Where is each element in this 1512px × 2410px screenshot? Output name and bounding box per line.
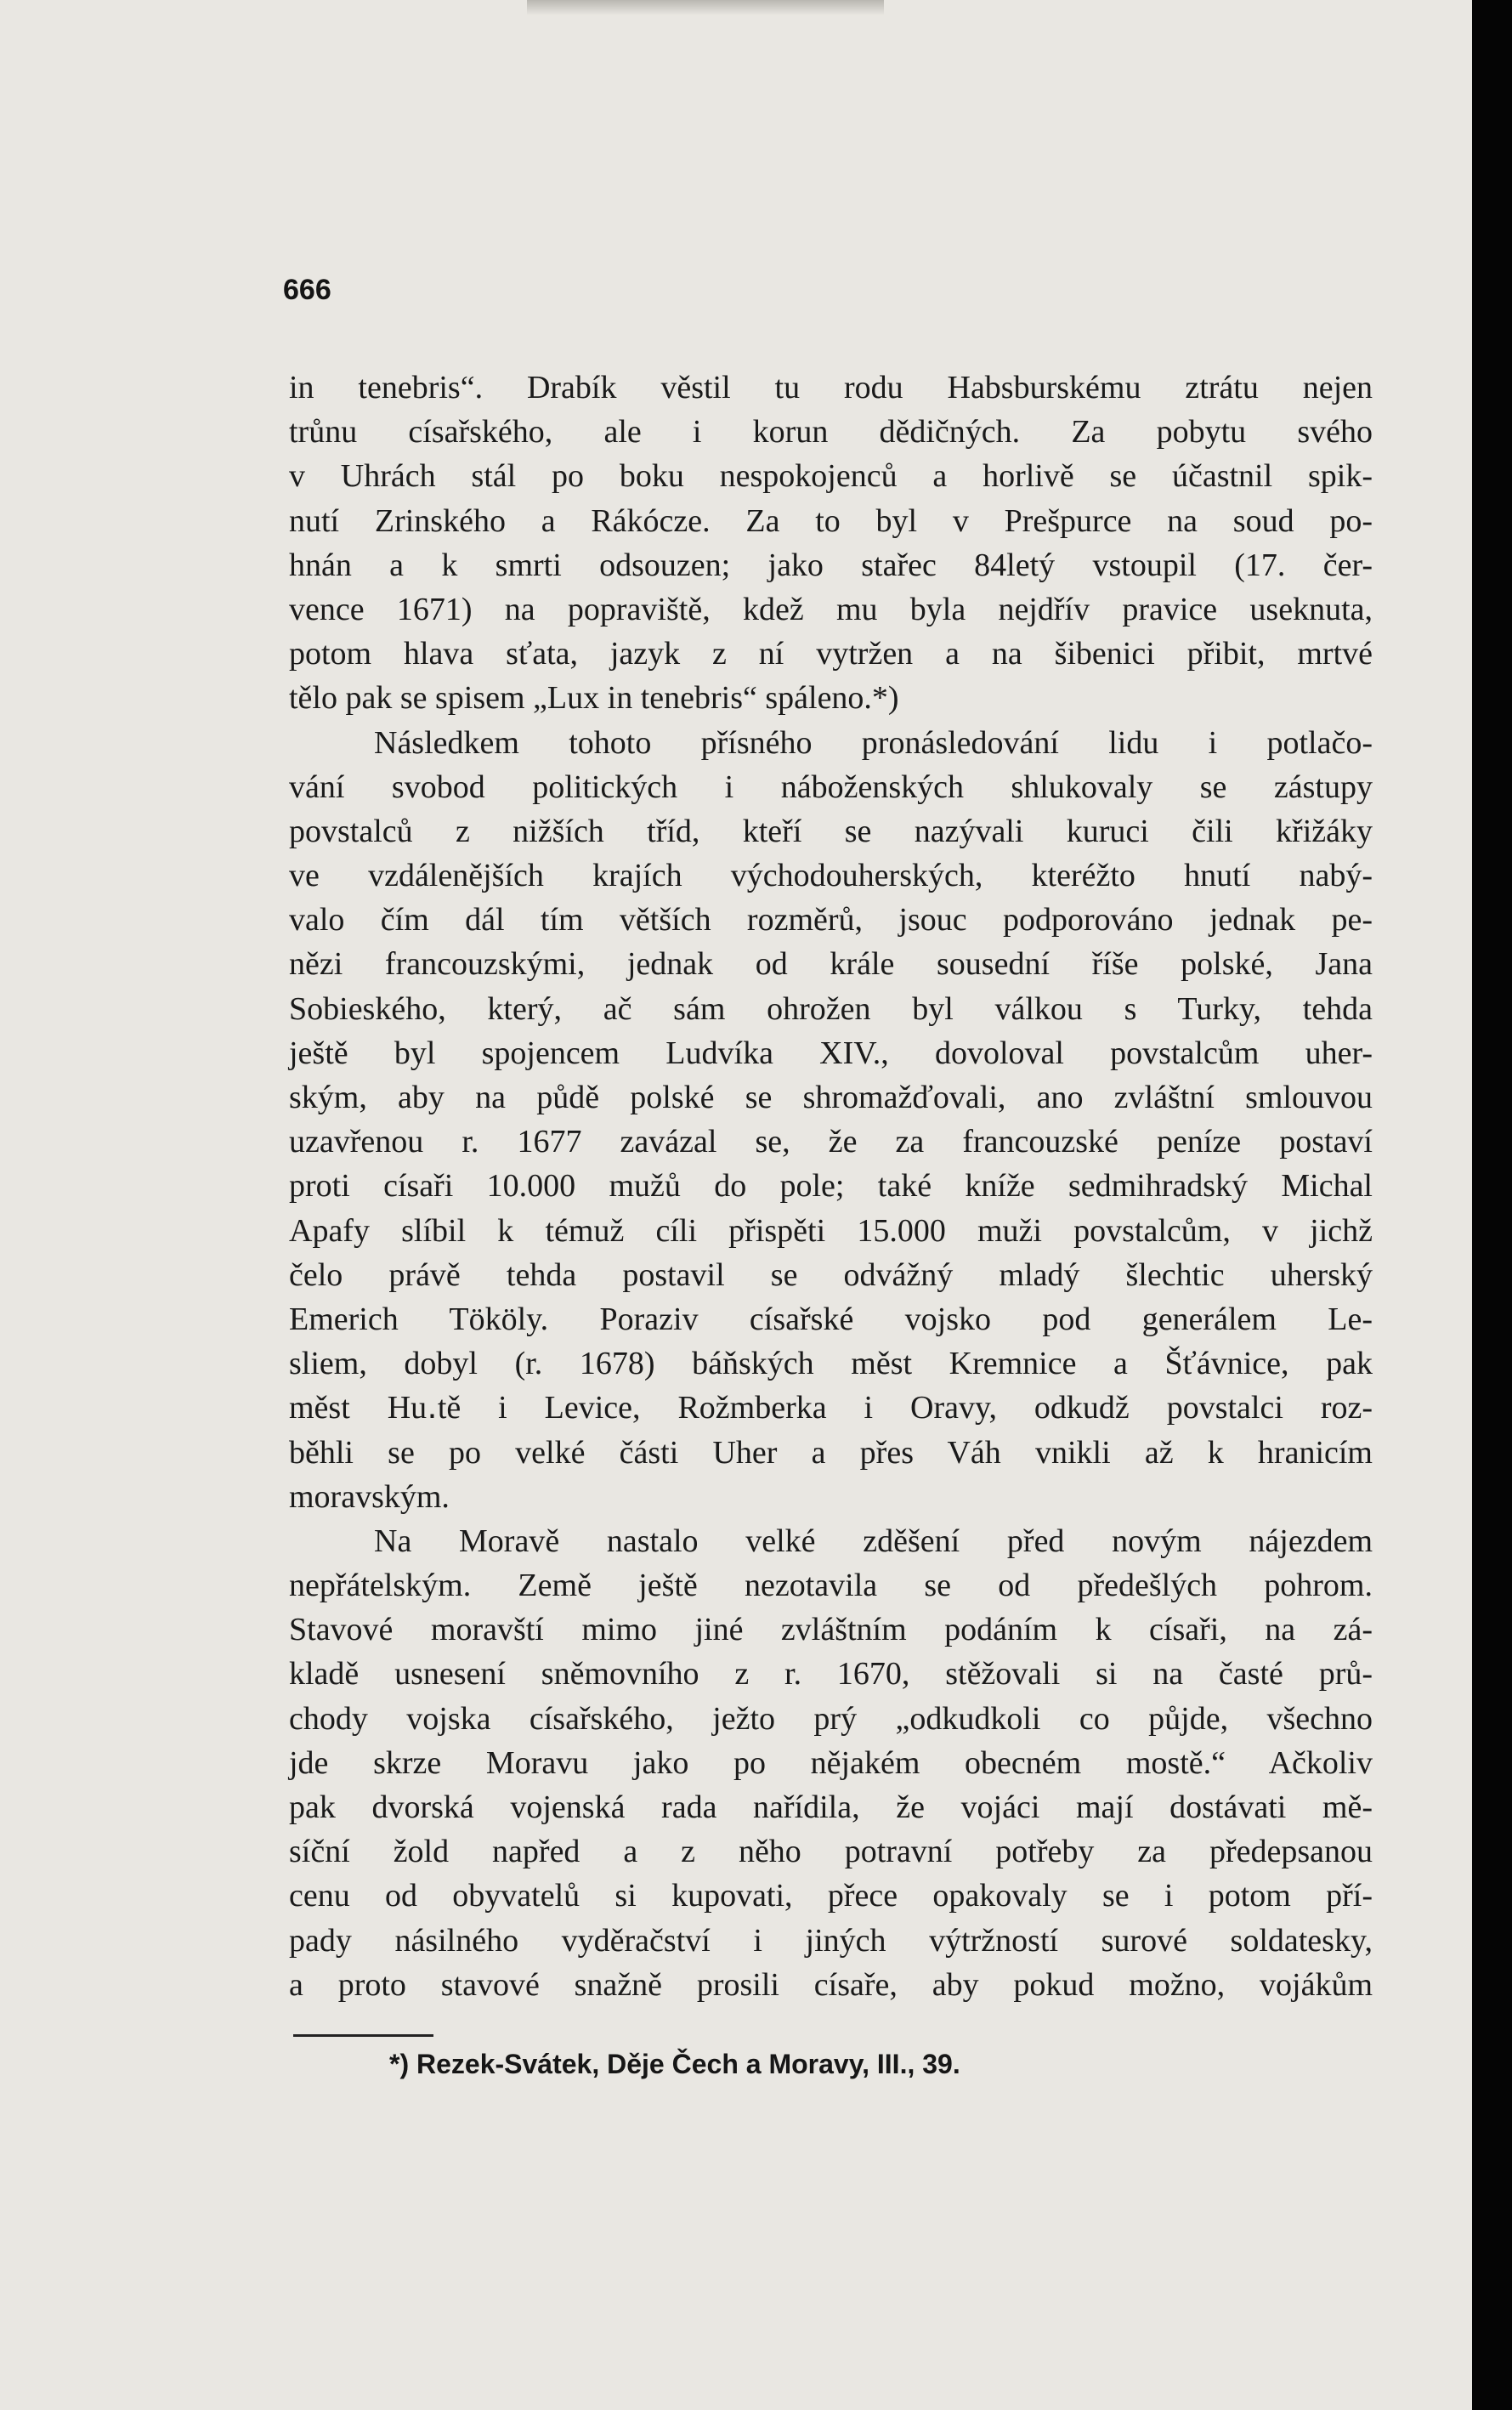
text-line: chody vojska císařského, ježto prý „odkudkoli co půjde, všechno — [289, 1700, 1373, 1737]
text-line: uzavřenou r. 1677 zavázal se, že za francouzské peníze postaví — [289, 1124, 1373, 1160]
text-line: síční žold napřed a z něho potravní potřeby za předepsanou — [289, 1834, 1373, 1870]
text-line: jde skrze Moravu jako po nějakém obecném mostě.“ Ačkoliv — [289, 1744, 1373, 1781]
text-line: nutí Zrinského a Rákócze. Za to byl v Prešpurce na soud po- — [289, 502, 1373, 539]
text-line: pak dvorská vojenská rada nařídila, že vojáci mají dostávati mě- — [289, 1789, 1373, 1825]
text-line: v Uhrách stál po boku nespokojenců a horlivě se účastnil spik- — [289, 458, 1373, 495]
text-line: Apafy slíbil k témuž cíli přispěti 15.000 muži povstalcům, v jichž — [289, 1212, 1373, 1249]
text-line: in tenebris“. Drabík věstil tu rodu Habsburskému ztrátu nejen — [289, 370, 1373, 405]
scan-dark-edge — [1472, 0, 1512, 2410]
text-line: valo čím dál tím větších rozměrů, jsouc podporováno jednak pe- — [289, 902, 1373, 938]
text-line: Sobieského, který, ač sám ohrožen byl válkou s Turky, tehda — [289, 990, 1373, 1027]
text-line: hnán a k smrti odsouzen; jako stařec 84letý vstoupil (17. čer- — [289, 547, 1373, 583]
text-line: trůnu císařského, ale i korun dědičných. Za pobytu svého — [289, 414, 1373, 451]
text-line: běhli se po velké části Uher a přes Váh vnikli až k hranicím — [289, 1434, 1373, 1471]
text-line: Následkem tohoto přísného pronásledování lidu i potlačo- — [374, 724, 1373, 761]
text-line: Emerich Tököly. Poraziv císařské vojsko pod generálem Le- — [289, 1301, 1373, 1337]
text-line: kladě usnesení sněmovního z r. 1670, stěžovali si na časté prů- — [289, 1656, 1373, 1693]
scan-smudge — [527, 0, 884, 15]
main-text — [289, 366, 1373, 2007]
text-line: pady násilného vyděračství i jiných výtržností surové soldatesky, — [289, 1922, 1373, 1959]
text-line: ským, aby na půdě polské se shromažďovali, ano zvláštní smlouvou — [289, 1080, 1373, 1115]
text-line: ve vzdálenějších krajích východouherských, kteréžto hnutí nabý- — [289, 858, 1373, 894]
text-line: sliem, dobyl (r. 1678) báňských měst Kremnice a Šťávnice, pak — [289, 1346, 1373, 1382]
text-line: moravským. — [289, 1478, 450, 1515]
text-line: povstalců z nižších tříd, kteří se nazývali kuruci čili křižáky — [289, 813, 1373, 849]
text-line: a proto stavové snažně prosili císaře, aby pokud možno, vojákům — [289, 1966, 1373, 2003]
page-number: 666 — [283, 274, 331, 306]
text-line: potom hlava sťata, jazyk z ní vytržen a na šibenici přibit, mrtvé — [289, 636, 1373, 672]
text-line: nězi francouzskými, jednak od krále sousední říše polské, Jana — [289, 946, 1373, 983]
footnote: *) Rezek-Svátek, Děje Čech a Moravy, III., 39. — [389, 2049, 960, 2079]
footnote-divider — [293, 2034, 433, 2037]
text-line: tělo pak se spisem „Lux in tenebris“ spáleno.*) — [289, 680, 899, 717]
text-line: Na Moravě nastalo velké zděšení před novým nájezdem — [374, 1523, 1373, 1559]
text-line: vání svobod politických i náboženských shlukovaly se zástupy — [289, 768, 1373, 805]
text-line: ještě byl spojencem Ludvíka XIV., dovoloval povstalcům uher- — [289, 1035, 1373, 1071]
text-line: měst Hu․tě i Levice, Rožmberka i Oravy, odkudž povstalci roz- — [289, 1390, 1373, 1426]
text-line: Stavové moravští mimo jiné zvláštním podáním k císaři, na zá- — [289, 1612, 1373, 1648]
text-line: cenu od obyvatelů si kupovati, přece opakovaly se i potom pří- — [289, 1878, 1373, 1914]
text-line: čelo právě tehda postavil se odvážný mladý šlechtic uherský — [289, 1256, 1373, 1293]
text-line: nepřátelským. Země ještě nezotavila se od předešlých pohrom. — [289, 1568, 1373, 1604]
text-line: proti císaři 10.000 mužů do pole; také kníže sedmihradský Michal — [289, 1168, 1373, 1205]
text-line: vence 1671) na popraviště, kdež mu byla nejdřív pravice useknuta, — [289, 591, 1373, 627]
